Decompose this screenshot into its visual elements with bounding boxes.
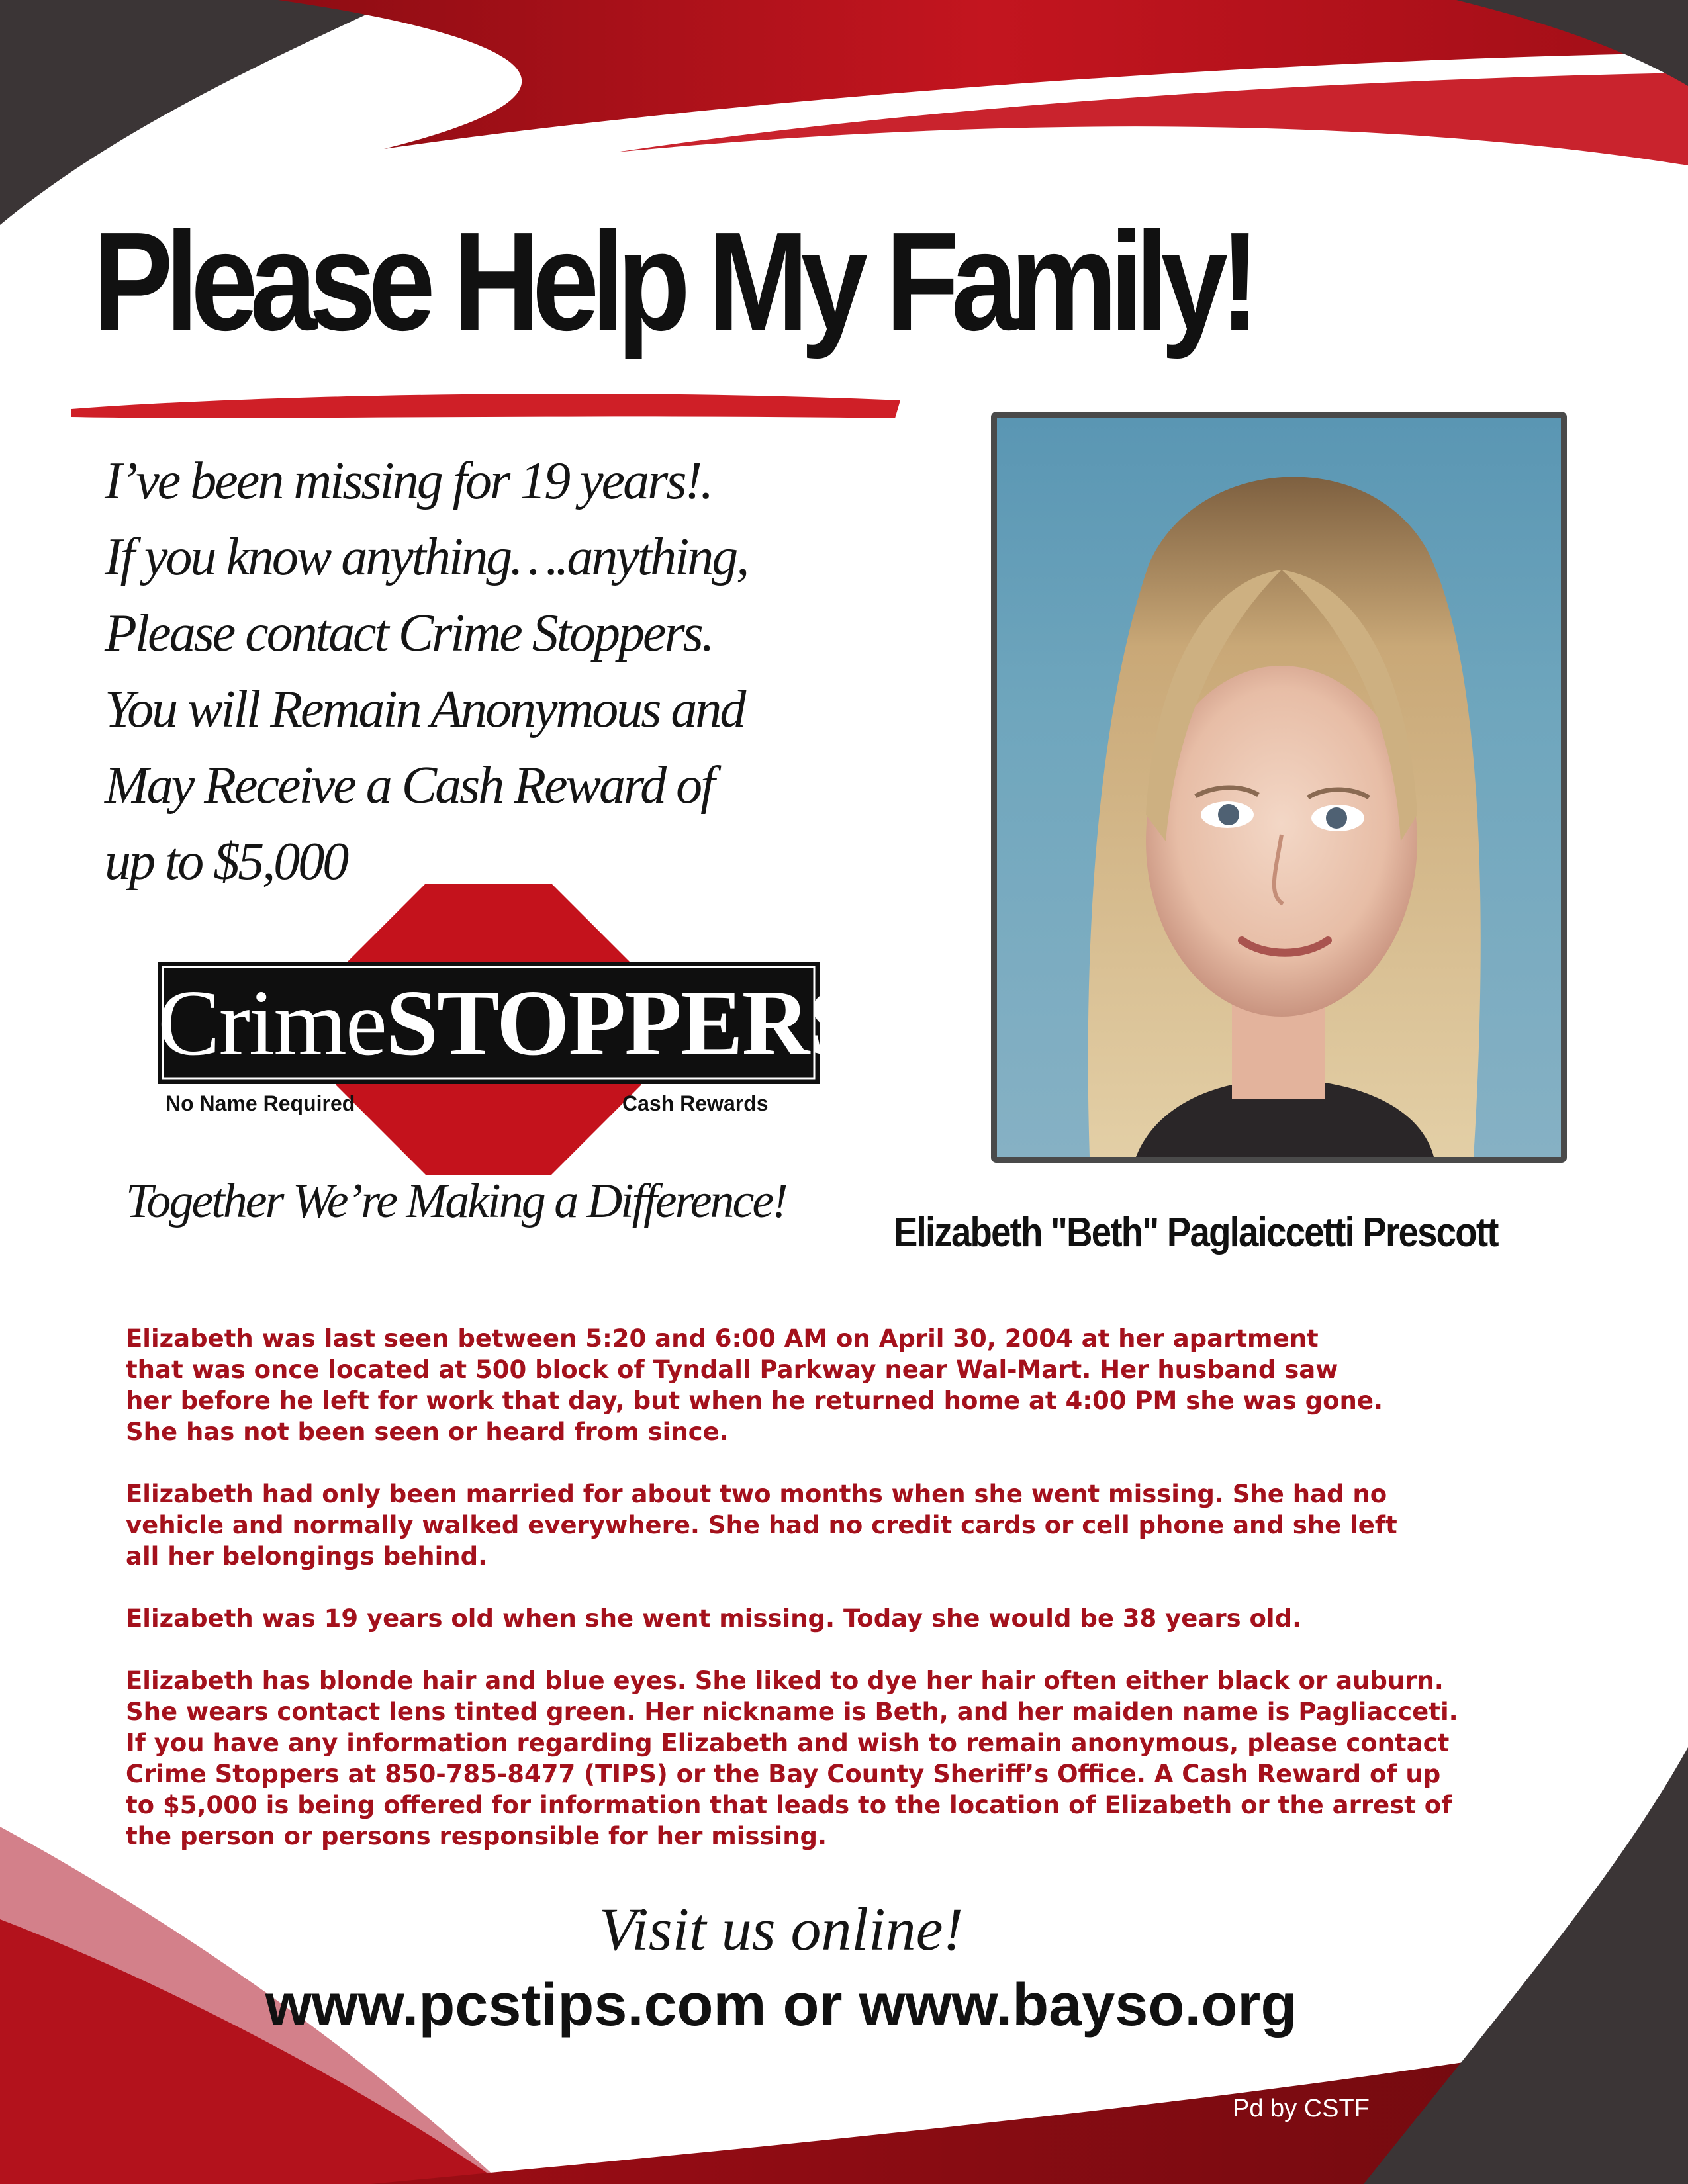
paragraph-line: Elizabeth was 19 years old when she went missing. Today she would be 38 years old. bbox=[126, 1604, 1302, 1633]
website-urls: www.pcstips.com or www.bayso.org bbox=[265, 1972, 1297, 2038]
paragraph-line: the person or persons responsible for her missing. bbox=[126, 1822, 827, 1850]
visit-online-label: Visit us online! bbox=[598, 1895, 964, 1963]
top-left-gray-swoosh bbox=[0, 0, 397, 225]
paragraph-line: Crime Stoppers at 850-785-8477 (TIPS) or the Bay County Sheriff’s Office. A Cash Reward of up bbox=[126, 1760, 1441, 1788]
plea-line: May Receive a Cash Reward of bbox=[105, 756, 714, 815]
crime-stoppers-logo bbox=[158, 884, 860, 1175]
plea-text bbox=[105, 443, 899, 900]
plea-line: Please contact Crime Stoppers. bbox=[105, 604, 713, 662]
plea-line: I’ve been missing for 19 years!. bbox=[105, 452, 712, 510]
paragraph-line: that was once located at 500 block of Tyndall Parkway near Wal-Mart. Her husband saw bbox=[126, 1355, 1338, 1384]
paragraph-line: Elizabeth had only been married for about two months when she went missing. She had no bbox=[126, 1480, 1387, 1508]
crime-stoppers-wordmark bbox=[158, 970, 860, 1075]
paragraph-line: her before he left for work that day, but when he returned home at 4:00 PM she was gone. bbox=[126, 1387, 1383, 1415]
paragraph-line: all her belongings behind. bbox=[126, 1542, 488, 1570]
logo-word-crime: Crime bbox=[158, 970, 386, 1075]
plea-line: If you know anything….anything, bbox=[105, 528, 748, 586]
headline: Please Help My Family! bbox=[93, 203, 1252, 359]
paragraph-line: Elizabeth has blonde hair and blue eyes. She liked to dye her hair often either black or auburn. bbox=[126, 1666, 1444, 1695]
photo-caption: Elizabeth "Beth" Paglaiccetti Prescott bbox=[894, 1210, 1498, 1255]
paragraph-line: to $5,000 is being offered for information that leads to the location of Elizabeth or the arrest of bbox=[126, 1791, 1452, 1819]
logo-tagline-cash-rewards: Cash Rewards bbox=[622, 1091, 769, 1115]
paid-by-note: Pd by CSTF bbox=[1233, 2095, 1370, 2122]
paragraph-line: vehicle and normally walked everywhere. She had no credit cards or cell phone and she left bbox=[126, 1511, 1397, 1539]
title-red-brush-underline bbox=[71, 394, 900, 418]
paragraph-line: If you have any information regarding Elizabeth and wish to remain anonymous, please contact bbox=[126, 1729, 1450, 1757]
plea-line: up to $5,000 bbox=[105, 833, 348, 891]
portrait-illustration bbox=[997, 418, 1561, 1157]
paragraph-line: She wears contact lens tinted green. Her nickname is Beth, and her maiden name is Pagliacceti. bbox=[126, 1698, 1458, 1726]
logo-word-stoppers: STOPPERS bbox=[385, 970, 860, 1075]
paragraph-line: She has not been seen or heard from since. bbox=[126, 1418, 729, 1446]
plea-line: You will Remain Anonymous and bbox=[105, 680, 745, 739]
logo-tagline-no-name: No Name Required bbox=[165, 1091, 355, 1115]
missing-person-photo bbox=[991, 412, 1567, 1163]
paragraph-line: Elizabeth was last seen between 5:20 and 6:00 AM on April 30, 2004 at her apartment bbox=[126, 1324, 1319, 1353]
case-details bbox=[126, 1292, 1635, 1883]
motto: Together We’re Making a Difference! bbox=[126, 1174, 786, 1228]
